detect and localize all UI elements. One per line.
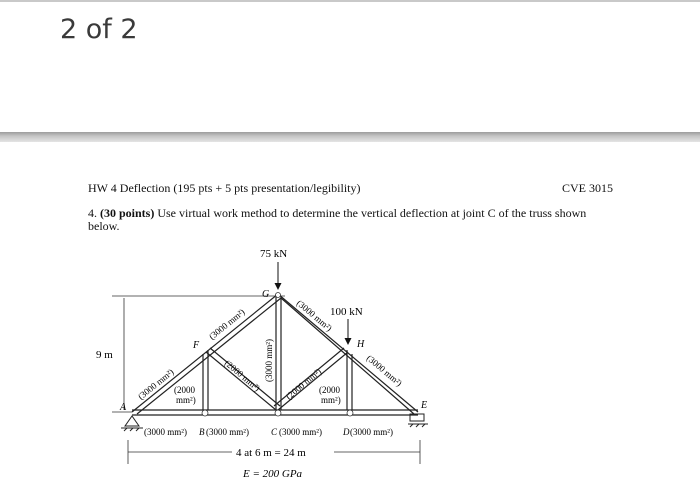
height-label: 9 m bbox=[96, 349, 113, 361]
truss-figure bbox=[0, 142, 700, 491]
problem-number: 4. bbox=[88, 206, 97, 220]
area-gh: (3000 mm²) bbox=[294, 297, 335, 334]
page-divider bbox=[0, 132, 700, 142]
modulus-label: E = 200 GPa bbox=[243, 468, 303, 480]
joint-label-b: B bbox=[199, 427, 205, 437]
top-border bbox=[0, 0, 700, 2]
bottom-chord-labels bbox=[144, 427, 393, 437]
area-af: (3000 mm²) bbox=[135, 366, 176, 402]
joint-label-d: D bbox=[343, 427, 350, 437]
course-code: CVE 3015 bbox=[562, 181, 613, 195]
page-counter: 2 of 2 bbox=[60, 14, 138, 45]
area-bf-line2: mm²) bbox=[176, 395, 196, 405]
area-bf-line1: (2000 bbox=[174, 385, 195, 395]
joint-label-e: E bbox=[421, 400, 428, 411]
area-dh-line2: mm²) bbox=[321, 395, 341, 405]
joint-label-c: C bbox=[271, 427, 278, 437]
area-dh-line1: (2000 bbox=[319, 385, 340, 395]
joint-label-a: A bbox=[120, 402, 127, 413]
joint-label-f: F bbox=[193, 340, 200, 351]
area-de: (3000 mm²) bbox=[350, 427, 393, 437]
area-cd: (3000 mm²) bbox=[279, 427, 322, 437]
area-fg: (3000 mm²) bbox=[206, 306, 247, 342]
area-he: (3000 mm²) bbox=[364, 352, 405, 389]
area-fc: (2000 mm²) bbox=[222, 357, 263, 394]
homework-title: HW 4 Deflection (195 pts + 5 pts presentation/legibility) bbox=[88, 181, 361, 195]
joint-label-h: H bbox=[357, 339, 365, 350]
area-bc: (3000 mm²) bbox=[206, 427, 249, 437]
roller-support-e bbox=[408, 414, 428, 427]
problem-points: (30 points) bbox=[100, 206, 155, 220]
pin-support-a bbox=[121, 416, 143, 431]
member-af bbox=[132, 294, 278, 412]
load-label-h: 100 kN bbox=[330, 306, 363, 318]
document-page[interactable] bbox=[0, 142, 700, 491]
area-ab: (3000 mm²) bbox=[144, 427, 187, 437]
viewer-header bbox=[0, 0, 700, 132]
area-gc: (3000 mm²) bbox=[264, 339, 274, 382]
load-label-g: 75 kN bbox=[260, 248, 288, 260]
area-ch: (2000 mm²) bbox=[283, 366, 324, 402]
joint-label-g: G bbox=[262, 289, 270, 300]
problem-text: Use virtual work method to determine the vertical deflection at joint C of the truss shown below. bbox=[88, 206, 587, 233]
truss-members bbox=[132, 294, 418, 415]
span-label: 4 at 6 m = 24 m bbox=[236, 447, 306, 459]
